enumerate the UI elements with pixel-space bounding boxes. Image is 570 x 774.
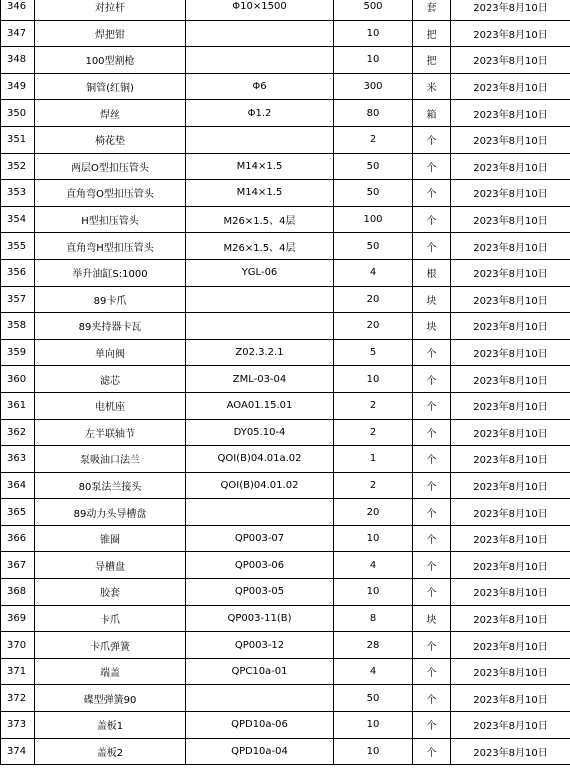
specification-cell: AOA01.15.01 [186,392,334,419]
specification-cell: QP003-06 [186,552,334,579]
item-name-cell: 椅花垫 [35,126,186,153]
specification-cell: M14×1.5 [186,180,334,207]
item-name-cell: 盖板1 [35,712,186,739]
item-name-cell: 导槽盘 [35,552,186,579]
row-number-cell: 371 [1,658,35,685]
date-cell: 2023年8月10日 [451,552,570,579]
unit-cell: 个 [413,180,451,207]
unit-cell: 个 [413,499,451,526]
specification-cell: Φ6 [186,73,334,100]
specification-cell [186,47,334,74]
unit-cell: 个 [413,392,451,419]
unit-cell: 把 [413,20,451,47]
item-name-cell: 左半联轴节 [35,419,186,446]
quantity-cell: 10 [334,366,413,393]
row-number-cell: 349 [1,73,35,100]
row-number-cell: 347 [1,20,35,47]
row-number-cell: 352 [1,153,35,180]
table-row [1,20,570,47]
quantity-cell: 10 [334,20,413,47]
row-number-cell: 355 [1,233,35,260]
table-row [1,525,570,552]
table-body [1,0,570,765]
date-cell: 2023年8月10日 [451,685,570,712]
quantity-cell: 10 [334,47,413,74]
unit-cell: 个 [413,579,451,606]
row-number-cell: 366 [1,525,35,552]
date-cell: 2023年8月10日 [451,632,570,659]
table-row [1,366,570,393]
specification-cell: YGL-06 [186,259,334,286]
table-row [1,126,570,153]
quantity-cell: 20 [334,313,413,340]
item-name-cell: 盖板2 [35,738,186,765]
specification-cell: QP003-12 [186,632,334,659]
row-number-cell: 356 [1,259,35,286]
row-number-cell: 359 [1,339,35,366]
row-number-cell: 351 [1,126,35,153]
specification-cell: QPD10a-04 [186,738,334,765]
row-number-cell: 365 [1,499,35,526]
item-name-cell: 端盖 [35,658,186,685]
date-cell: 2023年8月10日 [451,525,570,552]
row-number-cell: 361 [1,392,35,419]
unit-cell: 个 [413,153,451,180]
date-cell: 2023年8月10日 [451,712,570,739]
specification-cell: QOI(B)04.01.02 [186,472,334,499]
table-row [1,286,570,313]
item-name-cell: 锥圈 [35,525,186,552]
quantity-cell: 10 [334,525,413,552]
row-number-cell: 360 [1,366,35,393]
date-cell: 2023年8月10日 [451,0,570,20]
date-cell: 2023年8月10日 [451,259,570,286]
item-name-cell: 胶套 [35,579,186,606]
row-number-cell: 363 [1,446,35,473]
quantity-cell: 10 [334,712,413,739]
quantity-cell: 1 [334,446,413,473]
row-number-cell: 370 [1,632,35,659]
unit-cell: 个 [413,339,451,366]
specification-cell: Z02.3.2.1 [186,339,334,366]
quantity-cell: 50 [334,233,413,260]
date-cell: 2023年8月10日 [451,446,570,473]
unit-cell: 个 [413,366,451,393]
date-cell: 2023年8月10日 [451,658,570,685]
date-cell: 2023年8月10日 [451,126,570,153]
quantity-cell: 4 [334,658,413,685]
specification-cell: M26×1.5、4层 [186,233,334,260]
row-number-cell: 367 [1,552,35,579]
unit-cell: 把 [413,47,451,74]
table-row [1,472,570,499]
row-number-cell: 353 [1,180,35,207]
item-name-cell: 直角弯O型扣压管头 [35,180,186,207]
date-cell: 2023年8月10日 [451,499,570,526]
date-cell: 2023年8月10日 [451,313,570,340]
date-cell: 2023年8月10日 [451,738,570,765]
unit-cell: 个 [413,206,451,233]
specification-cell: QP003-11(B) [186,605,334,632]
row-number-cell: 358 [1,313,35,340]
table-row [1,313,570,340]
date-cell: 2023年8月10日 [451,286,570,313]
quantity-cell: 5 [334,339,413,366]
unit-cell: 块 [413,313,451,340]
date-cell: 2023年8月10日 [451,366,570,393]
quantity-cell: 2 [334,392,413,419]
table-row [1,632,570,659]
specification-cell [186,20,334,47]
item-name-cell: 滤芯 [35,366,186,393]
date-cell: 2023年8月10日 [451,233,570,260]
item-name-cell: 89夹持器卡瓦 [35,313,186,340]
unit-cell: 个 [413,632,451,659]
item-name-cell: 焊把钳 [35,20,186,47]
date-cell: 2023年8月10日 [451,419,570,446]
date-cell: 2023年8月10日 [451,472,570,499]
table-row [1,738,570,765]
specification-cell: M14×1.5 [186,153,334,180]
unit-cell: 个 [413,525,451,552]
row-number-cell: 374 [1,738,35,765]
unit-cell: 个 [413,658,451,685]
item-name-cell: 碟型弹簧90 [35,685,186,712]
specification-cell: ZML-03-04 [186,366,334,393]
item-name-cell: 89卡爪 [35,286,186,313]
date-cell: 2023年8月10日 [451,100,570,127]
unit-cell: 套 [413,0,451,20]
table-row [1,233,570,260]
table-row [1,446,570,473]
quantity-cell: 20 [334,286,413,313]
unit-cell: 个 [413,233,451,260]
row-number-cell: 368 [1,579,35,606]
table-row [1,100,570,127]
item-name-cell: 直角弯H型扣压管头 [35,233,186,260]
item-name-cell: H型扣压管头 [35,206,186,233]
table-row [1,419,570,446]
row-number-cell: 369 [1,605,35,632]
table-row [1,0,570,20]
specification-cell [186,685,334,712]
quantity-cell: 2 [334,126,413,153]
unit-cell: 个 [413,472,451,499]
quantity-cell: 500 [334,0,413,20]
specification-cell: DY05.10-4 [186,419,334,446]
item-name-cell: 铜管(红铜) [35,73,186,100]
specification-cell: Φ10×1500 [186,0,334,20]
unit-cell: 个 [413,419,451,446]
table-row [1,552,570,579]
row-number-cell: 373 [1,712,35,739]
unit-cell: 块 [413,286,451,313]
unit-cell: 个 [413,552,451,579]
specification-cell: QP003-07 [186,525,334,552]
date-cell: 2023年8月10日 [451,392,570,419]
table-row [1,392,570,419]
table-row [1,339,570,366]
row-number-cell: 357 [1,286,35,313]
unit-cell: 个 [413,712,451,739]
quantity-cell: 2 [334,472,413,499]
row-number-cell: 350 [1,100,35,127]
item-name-cell: 卡爪 [35,605,186,632]
row-number-cell: 362 [1,419,35,446]
date-cell: 2023年8月10日 [451,180,570,207]
unit-cell: 个 [413,685,451,712]
quantity-cell: 10 [334,579,413,606]
unit-cell: 个 [413,126,451,153]
row-number-cell: 354 [1,206,35,233]
quantity-cell: 10 [334,738,413,765]
specification-cell [186,313,334,340]
unit-cell: 个 [413,738,451,765]
row-number-cell: 372 [1,685,35,712]
quantity-cell: 80 [334,100,413,127]
item-name-cell: 焊丝 [35,100,186,127]
specification-cell: QPC10a-01 [186,658,334,685]
quantity-cell: 50 [334,153,413,180]
row-number-cell: 364 [1,472,35,499]
specification-cell: QPD10a-06 [186,712,334,739]
specification-cell: Φ1.2 [186,100,334,127]
unit-cell: 根 [413,259,451,286]
date-cell: 2023年8月10日 [451,47,570,74]
specification-cell [186,499,334,526]
table-row [1,499,570,526]
date-cell: 2023年8月10日 [451,73,570,100]
item-name-cell: 对拉杆 [35,0,186,20]
quantity-cell: 4 [334,552,413,579]
item-name-cell: 单向阀 [35,339,186,366]
unit-cell: 个 [413,446,451,473]
unit-cell: 米 [413,73,451,100]
item-name-cell: 电机座 [35,392,186,419]
item-name-cell: 举升油缸S:1000 [35,259,186,286]
specification-cell: M26×1.5、4层 [186,206,334,233]
specification-cell: QP003-05 [186,579,334,606]
item-name-cell: 100型割枪 [35,47,186,74]
specification-cell [186,126,334,153]
quantity-cell: 300 [334,73,413,100]
item-name-cell: 89动力头导槽盘 [35,499,186,526]
row-number-cell: 346 [1,0,35,20]
date-cell: 2023年8月10日 [451,579,570,606]
quantity-cell: 20 [334,499,413,526]
item-name-cell: 两层O型扣压管头 [35,153,186,180]
item-name-cell: 泵吸油口法兰 [35,446,186,473]
item-name-cell: 卡爪弹簧 [35,632,186,659]
table-row [1,605,570,632]
table-row [1,47,570,74]
date-cell: 2023年8月10日 [451,153,570,180]
table-row [1,153,570,180]
quantity-cell: 28 [334,632,413,659]
quantity-cell: 50 [334,685,413,712]
table-row [1,180,570,207]
table-row [1,73,570,100]
quantity-cell: 8 [334,605,413,632]
table-row [1,685,570,712]
quantity-cell: 2 [334,419,413,446]
unit-cell: 箱 [413,100,451,127]
date-cell: 2023年8月10日 [451,20,570,47]
date-cell: 2023年8月10日 [451,605,570,632]
quantity-cell: 4 [334,259,413,286]
quantity-cell: 50 [334,180,413,207]
table-row [1,712,570,739]
unit-cell: 块 [413,605,451,632]
date-cell: 2023年8月10日 [451,339,570,366]
table-row [1,206,570,233]
specification-cell: QOI(B)04.01a.02 [186,446,334,473]
date-cell: 2023年8月10日 [451,206,570,233]
table-row [1,658,570,685]
table-row [1,259,570,286]
specification-cell [186,286,334,313]
row-number-cell: 348 [1,47,35,74]
table-row [1,579,570,606]
item-name-cell: 80泵法兰接头 [35,472,186,499]
quantity-cell: 100 [334,206,413,233]
